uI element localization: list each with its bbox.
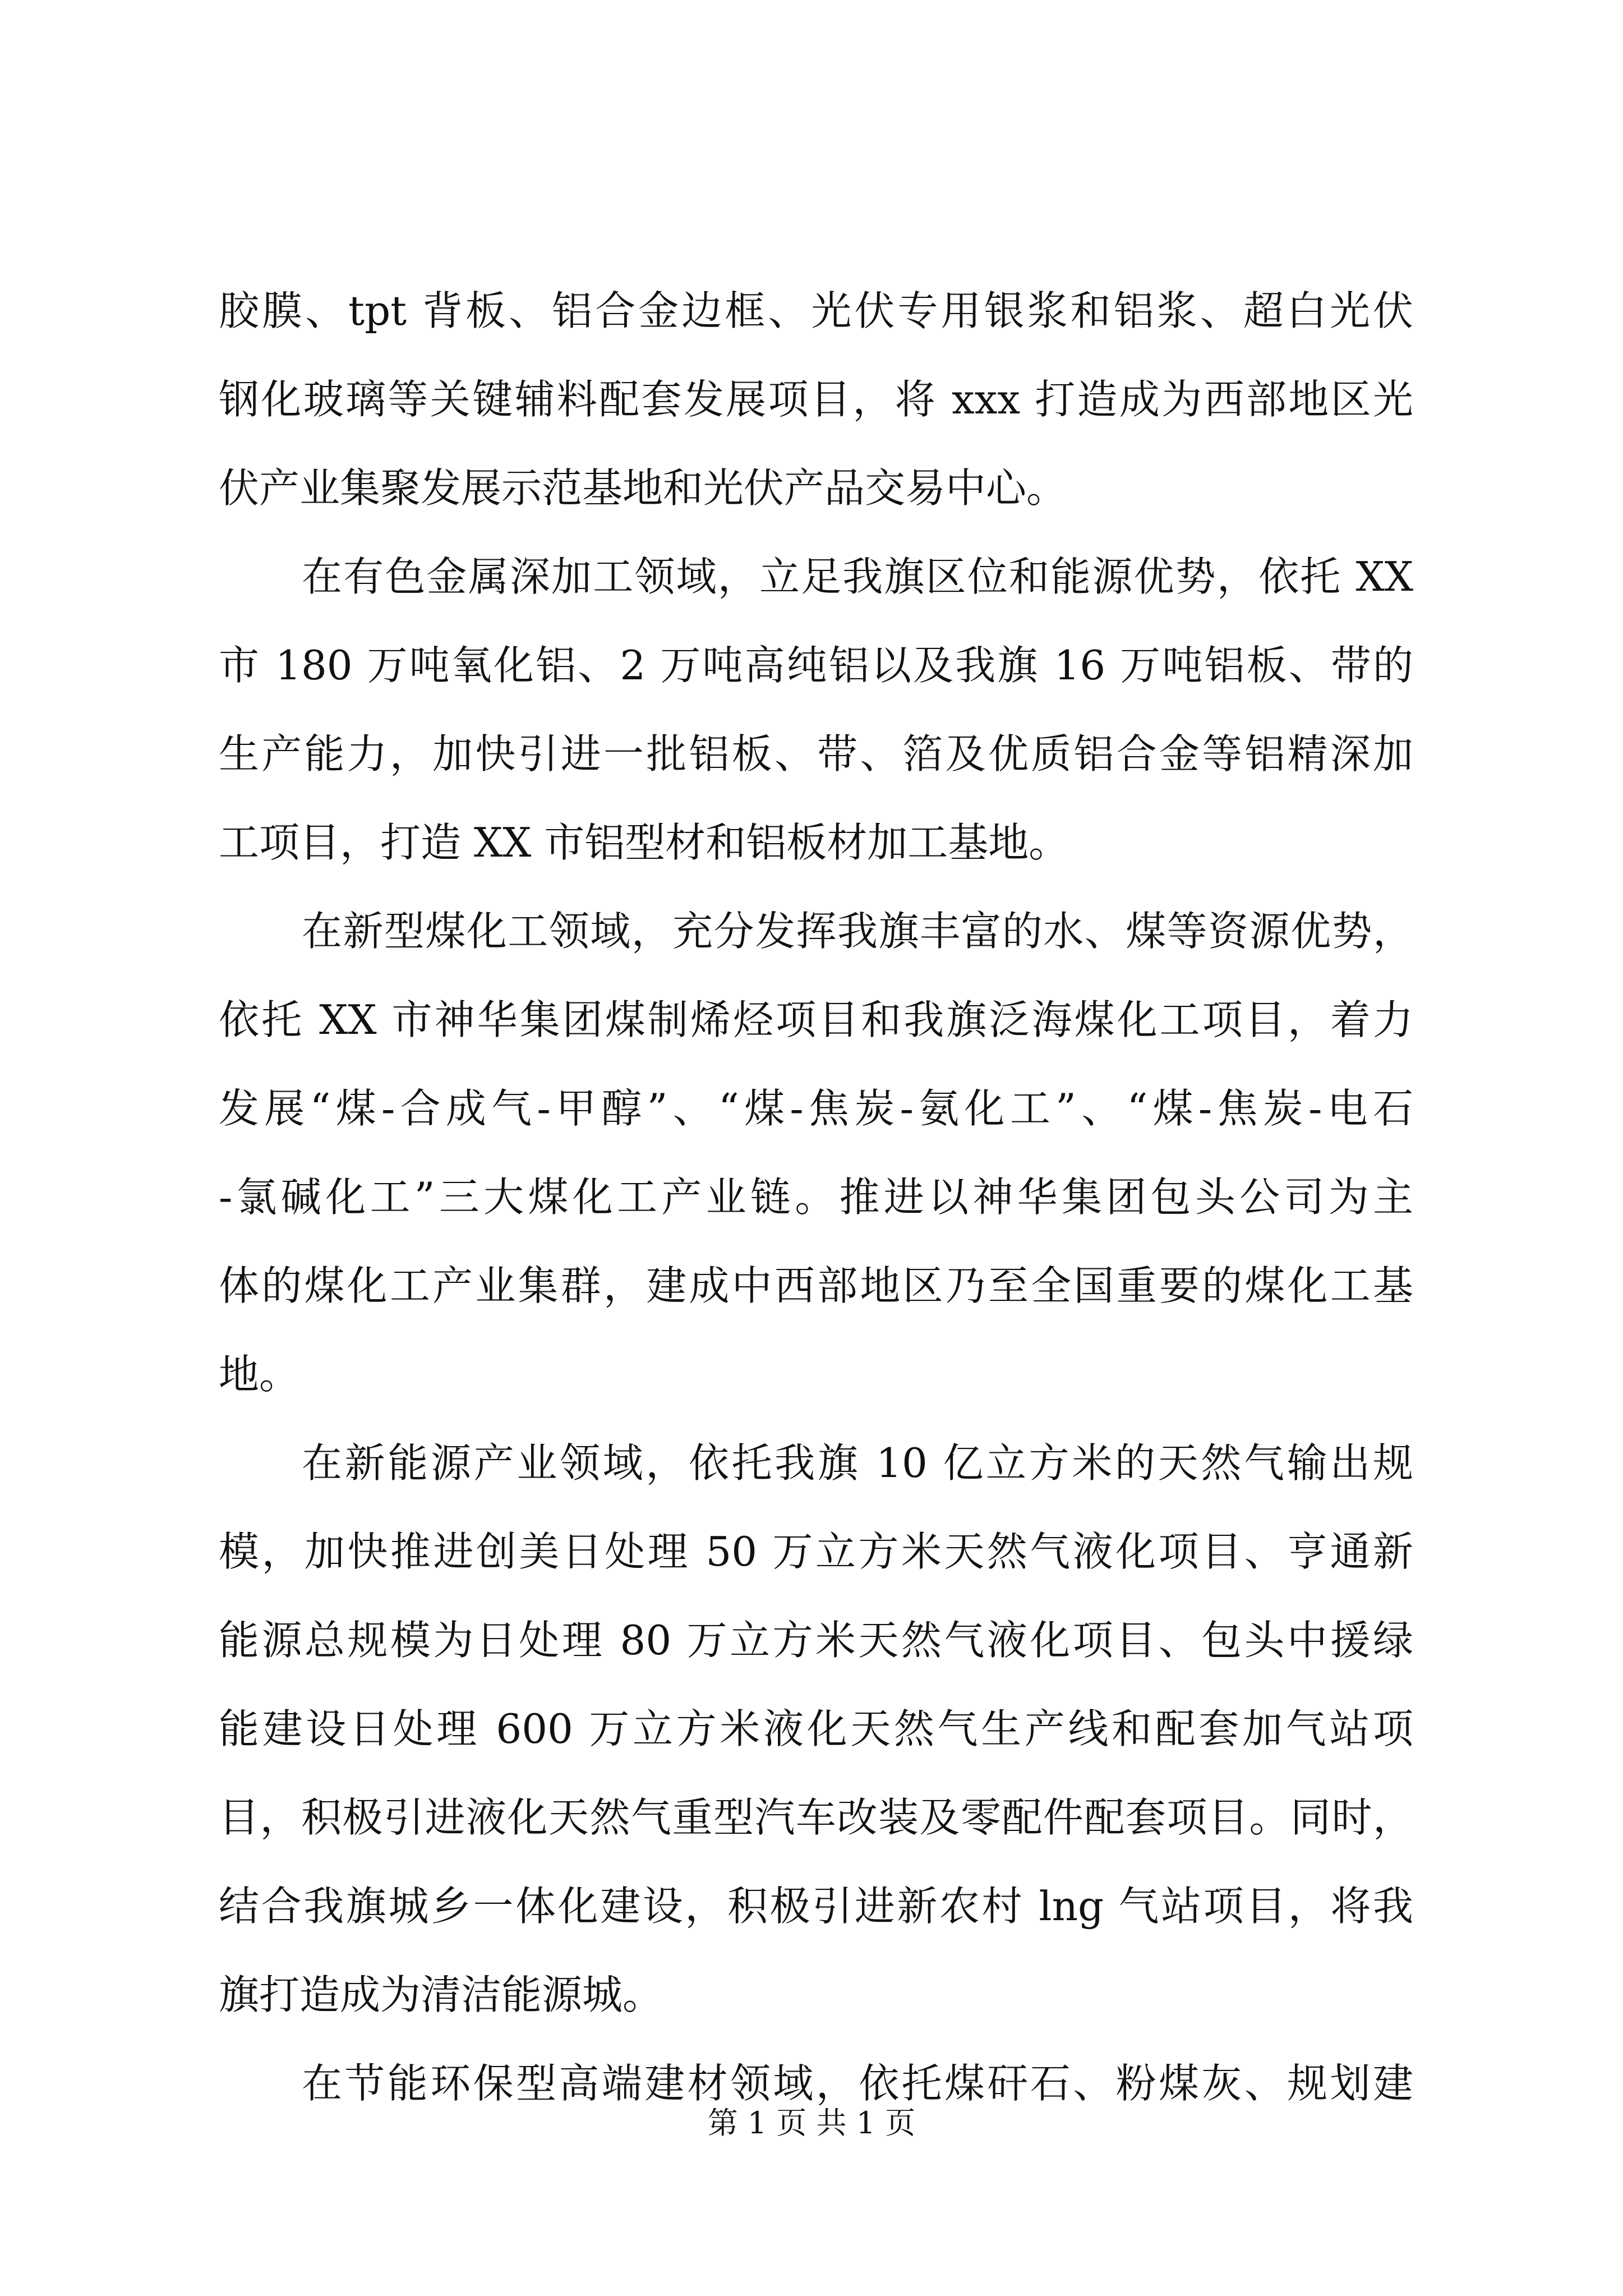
text-line: -氯碱化工”三大煤化工产业链。推进以神华集团包头公司为主	[219, 1174, 1413, 1221]
text-line: 地。	[219, 1351, 300, 1398]
text-line: 结合我旗城乡一体化建设，积极引进新农村 lng 气站项目，将我	[219, 1883, 1413, 1930]
text-line: 能建设日处理 600 万立方米液化天然气生产线和配套加气站项	[219, 1705, 1413, 1752]
text-line: 旗打造成为清洁能源城。	[219, 1971, 663, 2018]
text-line: 体的煤化工产业集群，建成中西部地区乃至全国重要的煤化工基	[219, 1262, 1413, 1309]
text-line: 目，积极引进液化天然气重型汽车改装及零配件配套项目。同时，	[219, 1794, 1413, 1841]
paragraph-first-line: 在有色金属深加工领域，立足我旗区位和能源优势，依托 XX	[302, 553, 1413, 600]
paragraph-first-line: 在新型煤化工领域，充分发挥我旗丰富的水、煤等资源优势，	[302, 908, 1413, 955]
paragraph-first-line: 在节能环保型高端建材领域，依托煤矸石、粉煤灰、规划建	[302, 2060, 1413, 2107]
text-line: 胶膜、tpt 背板、铝合金边框、光伏专用银浆和铝浆、超白光伏	[219, 287, 1413, 334]
page-footer: 第 1 页 共 1 页	[707, 2105, 916, 2141]
text-line: 生产能力，加快引进一批铝板、带、箔及优质铝合金等铝精深加	[219, 730, 1413, 777]
text-line: 工项目，打造 XX 市铝型材和铝板材加工基地。	[219, 819, 1069, 866]
text-line: 伏产业集聚发展示范基地和光伏产品交易中心。	[219, 464, 1067, 512]
text-line: 市 180 万吨氧化铝、2 万吨高纯铝以及我旗 16 万吨铝板、带的	[219, 642, 1413, 689]
text-line: 能源总规模为日处理 80 万立方米天然气液化项目、包头中援绿	[219, 1617, 1413, 1664]
text-line: 模，加快推进创美日处理 50 万立方米天然气液化项目、亨通新	[219, 1528, 1413, 1575]
paragraph-first-line: 在新能源产业领域，依托我旗 10 亿立方米的天然气输出规	[302, 1439, 1413, 1487]
text-line: 依托 XX 市神华集团煤制烯烃项目和我旗泛海煤化工项目，着力	[219, 996, 1413, 1043]
text-line: 发展“煤-合成气-甲醇”、“煤-焦炭-氨化工”、“煤-焦炭-电石	[219, 1085, 1413, 1132]
document-body	[219, 266, 1413, 2128]
text-line: 钢化玻璃等关键辅料配套发展项目，将 xxx 打造成为西部地区光	[219, 376, 1413, 423]
